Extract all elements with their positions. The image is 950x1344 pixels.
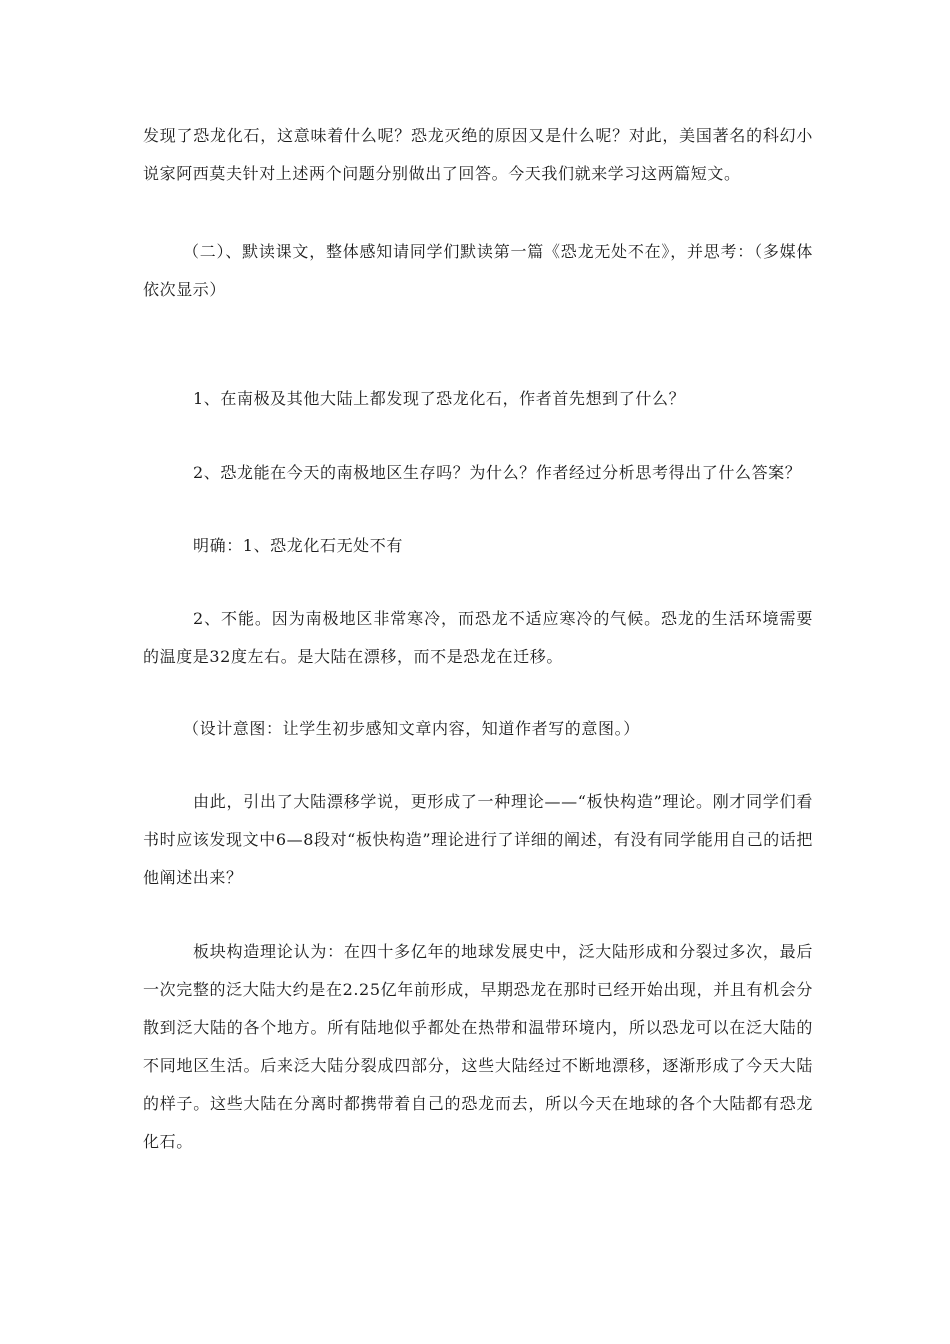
paragraph-plate-tectonics: 板块构造理论认为：在四十多亿年的地球发展史中，泛大陆形成和分裂过多次，最后一次完整的泛大陆大约是在2.25亿年前形成，早期恐龙在那时已经开始出现，并且有机会分散到泛大陆的各个地方。所有陆地似乎都处在热带和温带环境内，所以恐龙可以在泛大陆的不同地区生活。后来泛大陆分裂成四部分，这些大陆经过不断地漂移，逐渐形成了今天大陆的样子。这些大陆在分离时都携带着自己的恐龙而去，所以今天在地球的各个大陆都有恐龙化石。 xyxy=(143,942,813,1151)
paragraph-silent-reading: （二）、默读课文，整体感知请同学们默读第一篇《恐龙无处不在》，并思考：（多媒体依次显示） xyxy=(143,242,813,299)
question-1: 1、在南极及其他大陆上都发现了恐龙化石，作者首先想到了什么？ xyxy=(193,389,686,408)
question-2: 2、恐龙能在今天的南极地区生存吗？为什么？作者经过分析思考得出了什么答案？ xyxy=(193,463,802,482)
paragraph-theory-intro: 由此，引出了大陆漂移学说，更形成了一种理论——“板快构造”理论。刚才同学们看书时应该发现文中6—8段对“板快构造”理论进行了详细的阐述，有没有同学能用自己的话把他阐述出来？ xyxy=(143,792,813,887)
design-intent: （设计意图：让学生初步感知文章内容，知道作者写的意图。） xyxy=(183,719,640,738)
answer-2: 2、不能。因为南极地区非常寒冷，而恐龙不适应寒冷的气候。恐龙的生活环境需要的温度是32度左右。是大陆在漂移，而不是恐龙在迁移。 xyxy=(143,609,813,666)
paragraph-intro: 发现了恐龙化石，这意味着什么呢？恐龙灭绝的原因又是什么呢？对此，美国著名的科幻小说家阿西莫夫针对上述两个问题分别做出了回答。今天我们就来学习这两篇短文。 xyxy=(143,126,813,183)
answer-label: 明确：1、恐龙化石无处不有 xyxy=(193,536,403,555)
